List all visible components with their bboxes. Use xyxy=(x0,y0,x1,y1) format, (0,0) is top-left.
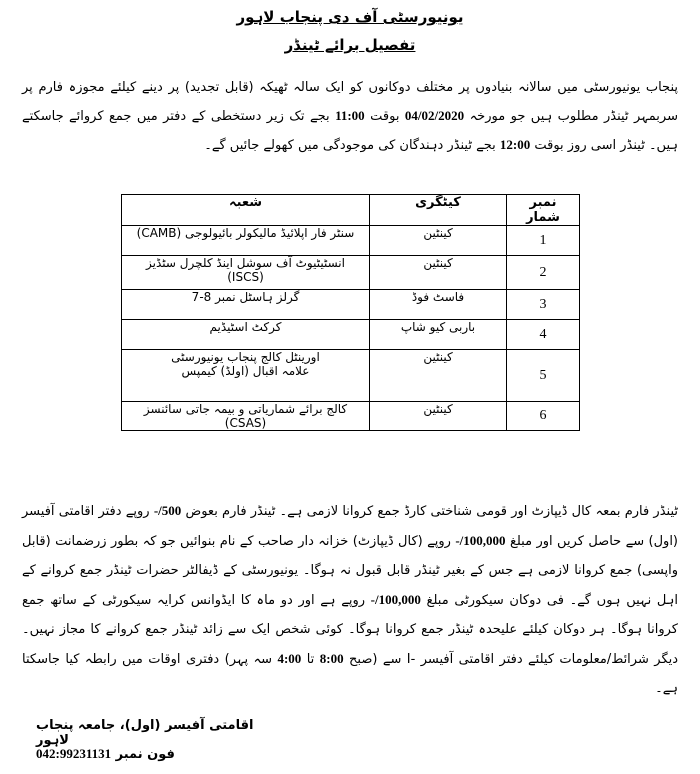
row-number: 3 xyxy=(507,290,580,320)
intro-paragraph xyxy=(22,74,678,160)
row-number: 4 xyxy=(507,320,580,350)
row-department: سنٹر فار اپلائیڈ مالیکولر بائیولوجی (CAMB) xyxy=(122,226,370,256)
row-category: باربی کیو شاپ xyxy=(370,320,507,350)
form-fee: -/500 xyxy=(153,503,182,518)
table-row xyxy=(122,256,580,290)
intro-text: بوقت xyxy=(370,109,400,124)
page-subtitle: تفصیل برائے ٹینڈر xyxy=(284,36,416,54)
row-category: کینٹین xyxy=(370,256,507,290)
phone-number: 042:99231131 xyxy=(36,746,112,761)
details-text: روپے دفتر اقامتی آفیسر (اول) سے حاصل کریں اور مبلغ xyxy=(22,504,679,549)
row-number: 1 xyxy=(507,226,580,256)
call-deposit: -/100,000 xyxy=(455,533,506,548)
row-category: کینٹین xyxy=(370,402,507,431)
header-number: نمبر شمار xyxy=(507,195,580,226)
row-number: 5 xyxy=(507,350,580,402)
intro-text: بجے تک زیر دستخطی کے دفتر میں جمع کروائے جاسکتے ہیں۔ ٹینڈر اسی روز بوقت xyxy=(22,109,678,153)
page-title: یونیورسٹی آف دی پنجاب لاہور xyxy=(236,8,464,26)
header-department: شعبہ xyxy=(122,195,370,226)
row-department: کالج برائے شماریاتی و بیمہ جاتی سائنسز (CSAS) xyxy=(122,402,370,431)
intro-text: بجے ٹینڈر دہندگان کی موجودگی میں کھولے جائیں گے۔ xyxy=(204,138,496,153)
tender-table xyxy=(121,194,580,431)
security-amount: -/100,000 xyxy=(370,592,421,607)
phone-label: فون نمبر xyxy=(115,747,175,762)
opening-time: 12:00 xyxy=(499,137,531,152)
row-category: فاسٹ فوڈ xyxy=(370,290,507,320)
details-paragraph xyxy=(22,496,678,703)
row-category: کینٹین xyxy=(370,226,507,256)
tender-date: 04/02/2020 xyxy=(404,108,465,123)
signature-phone xyxy=(36,746,266,762)
table-row xyxy=(122,350,580,402)
table-row xyxy=(122,290,580,320)
row-department: گرلز ہاسٹل نمبر 8-7 xyxy=(122,290,370,320)
office-hours-from: 8:00 xyxy=(319,651,344,666)
department-line: اورینٹل کالج پنجاب یونیورسٹی xyxy=(171,350,320,364)
department-line: علامہ اقبال (اولڈ) کیمپس xyxy=(181,364,310,378)
table-row xyxy=(122,402,580,431)
details-text: ٹینڈر فارم بمعہ کال ڈیپازٹ اور قومی شناختی کارڈ جمع کروانا لازمی ہے۔ ٹینڈر فارم بعوض xyxy=(185,504,678,519)
row-department xyxy=(122,350,370,402)
header-category: کیٹگری xyxy=(370,195,507,226)
office-hours-to: 4:00 xyxy=(277,651,302,666)
signature-office: اقامتی آفیسر (اول)، جامعہ پنجاب لاہور xyxy=(36,718,254,748)
table-header-row xyxy=(122,195,580,226)
row-number: 2 xyxy=(507,256,580,290)
table-row xyxy=(122,226,580,256)
intro-text: پنجاب یونیورسٹی میں سالانہ بنیادوں پر مختلف دوکانوں کو ایک سالہ ٹھیکہ (قابل تجدید) پر دینے کیلئے مجوزہ فارم پر سربمہر ٹینڈر مطلوب ہیں جو مورخہ xyxy=(22,80,678,124)
details-text: روپے ہے اور دو ماہ کا ایڈوانس کرایہ سیکورٹی کے ساتھ جمع کروانا ہوگا۔ ہر دوکان کیلئے علیحدہ ٹینڈر جمع کروانا ہوگا۔ کوئی شخص ایک سے زائد ٹینڈر جمع کروانے کا مجاز نہیں۔ دیگر شرائط/معلومات کیلئے دفتر اقامتی آفیسر -I سے (صبح xyxy=(22,593,679,667)
submission-time: 11:00 xyxy=(335,108,365,123)
row-department: انسٹیٹیوٹ آف سوشل اینڈ کلچرل سٹڈیز (ISCS) xyxy=(122,256,370,290)
details-text: سہ پہر) دفتری اوقات میں رابطہ کیا جاسکتا ہے۔ xyxy=(22,652,678,696)
table-row xyxy=(122,320,580,350)
row-department: کرکٹ اسٹیڈیم xyxy=(122,320,370,350)
row-category: کینٹین xyxy=(370,350,507,402)
details-text: روپے (کال ڈیپازٹ) خزانہ دار صاحب کے نام بنوائیں جو کہ بطور زرضمانت (قابل واپسی) جمع کروانا لازمی ہے جس کے بغیر ٹینڈر قابل قبول نہ ہوگا۔ یونیورسٹی کے ڈیفالٹر حضرات ٹینڈر جمع کروانے کے اہل نہیں ہوں گے۔ فی دوکان سیکورٹی مبلغ xyxy=(22,534,678,608)
row-number: 6 xyxy=(507,402,580,431)
details-text: تا xyxy=(306,652,315,667)
